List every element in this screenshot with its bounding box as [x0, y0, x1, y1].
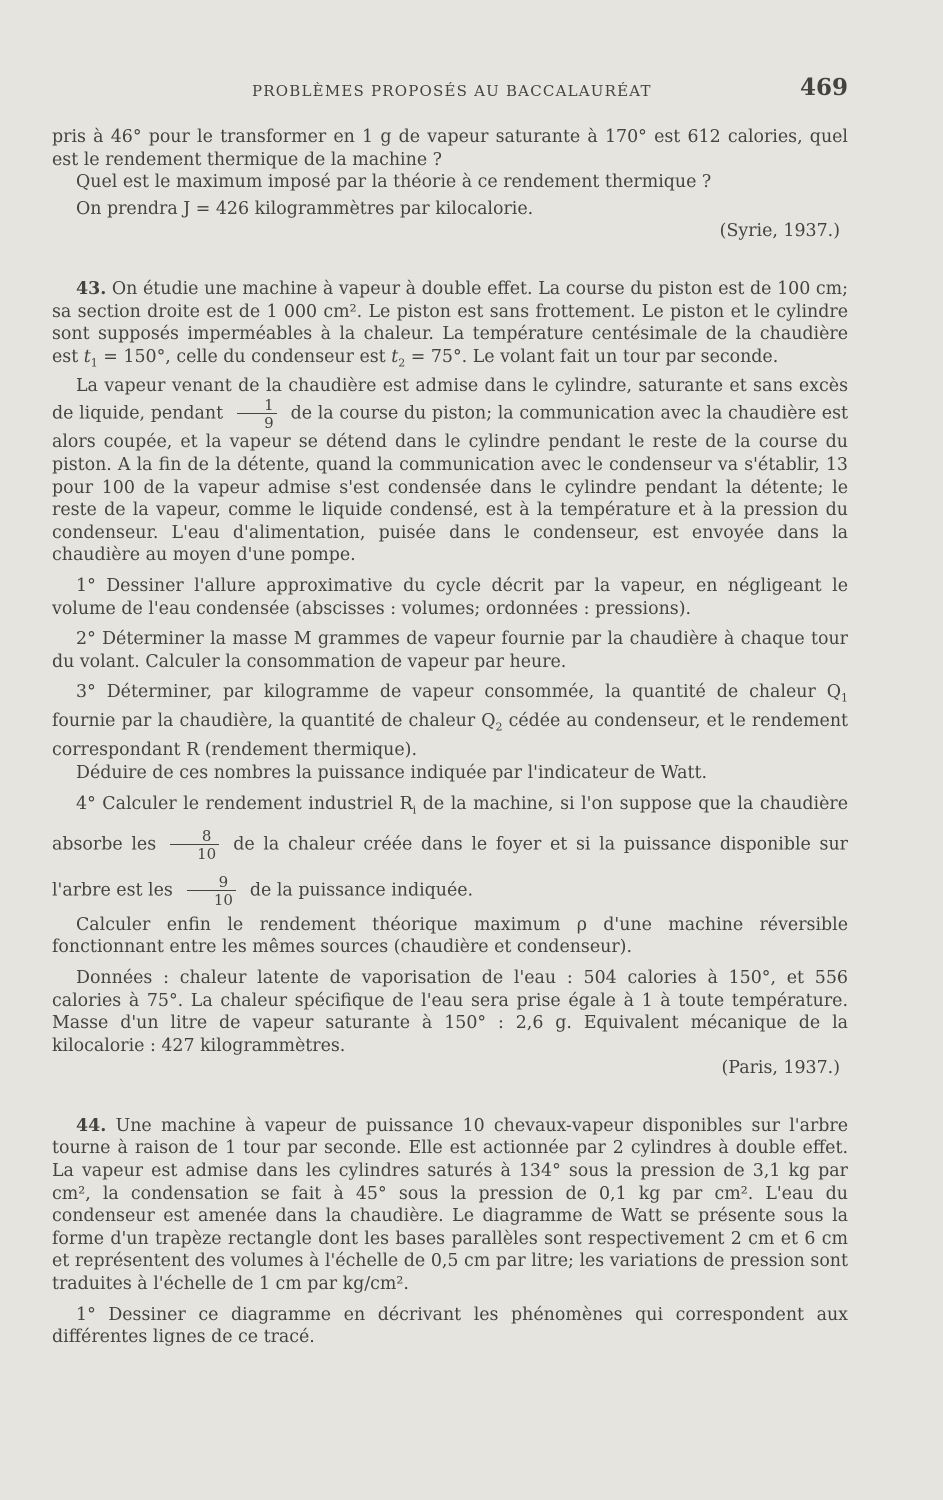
prev-problem-source: (Syrie, 1937.)	[719, 221, 840, 242]
prev-problem-continuation: pris à 46° pour le transformer en 1 g de vapeur saturante à 170° est 612 calories, quel est le rendement thermique de la machine ?	[52, 127, 848, 170]
problem-43-source: (Paris, 1937.)	[721, 1058, 840, 1079]
page-body	[52, 126, 848, 1349]
fraction-nine-tenths: $\frac{9}{10}$	[187, 874, 236, 908]
problem-43-data: Données : chaleur latente de vaporisation de l'eau : 504 calories à 150°, et 556 calories à 75°. La chaleur spécifique de l'eau sera prise égale à 1 à toute température. Masse d'un litre de vapeur saturante à 150° : 2,6 g. Equivalent mécanique de la kilocalorie : 427 kilogrammètres.	[52, 967, 848, 1056]
fraction-one-ninth: $\frac{1}{9}$	[237, 397, 277, 431]
page-header	[52, 74, 848, 108]
problem-43-question-1: 1° Dessiner l'allure approximative du cycle décrit par la vapeur, en négligeant le volume de l'eau condensée (abscisses : volumes; ordonnées : pressions).	[52, 575, 848, 619]
page-number: 469	[799, 74, 848, 101]
problem-43-question-3: 3° Déterminer, par kilogramme de vapeur consommée, la quantité de chaleur $Q_1$ fournie par la chaudière, la quantité de chaleur $Q_2$ cédée au condenseur, et le rendement correspondant R (rendement thermique).	[52, 682, 849, 761]
prev-problem-note: On prendra J = 426 kilogrammètres par kilocalorie.	[76, 198, 534, 219]
prev-problem-question: Quel est le maximum imposé par la théorie à ce rendement thermique ?	[76, 172, 712, 193]
problem-43-question-4: 4° Calculer le rendement industriel $R_i$ de la machine, si l'on suppose que la chaudière absorbe les $\frac{8}{10}$ de la chaleur créée dans le foyer et si la puissance disponible sur l'arbre est les $\frac{9}{10}$ de la puissance indiquée.	[52, 793, 848, 909]
problem-44-number: 44.	[76, 1115, 107, 1136]
problem-43-deduce: Déduire de ces nombres la puissance indiquée par l'indicateur de Watt.	[76, 763, 708, 784]
problem-43-question-2: 2° Déterminer la masse M grammes de vapeur fournie par la chaudière à chaque tour du volant. Calculer la consommation de vapeur par heure.	[52, 629, 848, 672]
problem-44-intro: 44. Une machine à vapeur de puissance 10 chevaux-vapeur disponibles sur l'arbre tourne à raison de 1 tour par seconde. Elle est actionnée par 2 cylindres à double effet. La vapeur est admise dans les cylindres saturés à 134° sous la pression de 3,1 kg par cm², la condensation se fait à 45° sous la pression de 0,1 kg par cm². L'eau du condenseur est amenée dans la chaudière. Le diagramme de Watt se présente sous la forme d'un trapèze rectangle dont les bases parallèles sont respectivement 2 cm et 6 cm et représentent des volumes à l'échelle de 0,5 cm par litre; les variations de pression sont traduites à l'échelle de 1 cm par kg/cm².	[52, 1115, 849, 1295]
problem-44-question-1: 1° Dessiner ce diagramme en décrivant les phénomènes qui correspondent aux différentes lignes de ce tracé.	[52, 1304, 848, 1348]
fraction-eight-tenths: $\frac{8}{10}$	[170, 828, 219, 862]
problem-43-final: Calculer enfin le rendement théorique maximum ρ d'une machine réversible fonctionnant entre les mêmes sources (chaudière et condenseur).	[52, 914, 848, 958]
running-title: PROBLÈMES PROPOSÉS AU BACCALAURÉAT	[252, 82, 652, 100]
problem-43-intro: 43. On étudie une machine à vapeur à double effet. La course du piston est de 100 cm; sa section droite est de 1 000 cm². Le piston est sans frottement. Le piston et le cylindre sont supposés imperméables à la chaleur. La température centésimale de la chaudière est $t_1 = 150^\circ$, celle du condenseur est $t_2 = 75^\circ$. Le volant fait un tour par seconde.	[52, 278, 849, 370]
problem-43-number: 43.	[76, 278, 107, 299]
problem-43-admission: La vapeur venant de la chaudière est admise dans le cylindre, saturante et sans excès de liquide, pendant $\frac{1}{9}$ de la course du piston; la communication avec la chaudière est alors coupée, et la vapeur se détend dans le cylindre pendant le reste de la course du piston. A la fin de la détente, quand la communication avec le condenseur va s'établir, 13 pour 100 de la vapeur admise s'est condensée dans le cylindre pendant la détente; le reste de la vapeur, comme le liquide condensé, est à la température et à la pression du condenseur. L'eau d'alimentation, puisée dans le condenseur, est envoyée dans la chaudière au moyen d'une pompe.	[52, 375, 848, 566]
